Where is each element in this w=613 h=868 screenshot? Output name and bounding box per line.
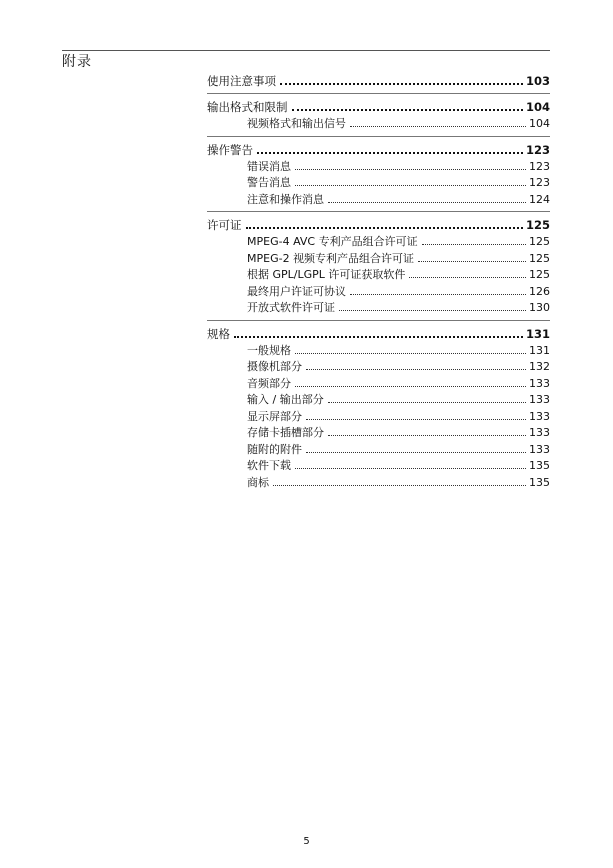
toc-entry-page: 104	[525, 100, 550, 114]
toc-sub-entry[interactable]	[207, 234, 550, 251]
toc-entry-page: 131	[525, 326, 550, 341]
toc-entry-label: 最终用户许证可协议	[247, 284, 346, 298]
toc-sub-entry[interactable]	[207, 267, 550, 284]
toc-sub-entry[interactable]	[207, 284, 550, 301]
toc-entry-page: 131	[529, 343, 550, 357]
dot-leader	[257, 151, 523, 154]
dot-leader	[350, 125, 526, 127]
toc-heading-entry[interactable]	[207, 216, 550, 234]
toc-entry-label: 使用注意事项	[207, 74, 276, 88]
top-rule	[62, 50, 550, 51]
toc-sub-entry[interactable]	[207, 442, 550, 459]
toc-entry-label: 输出格式和限制	[207, 100, 288, 114]
toc-entry-label: 开放式软件许可证	[247, 301, 335, 314]
toc-entry-page: 125	[529, 251, 550, 265]
dot-leader	[328, 401, 526, 403]
toc-entry-label: MPEG-4 AVC 专利产品组合许可证	[247, 235, 418, 248]
toc-entry-page: 125	[529, 268, 550, 281]
toc-entry-label: 摄像机部分	[247, 360, 302, 373]
toc-group	[207, 72, 550, 94]
table-of-contents	[207, 72, 550, 498]
dot-leader	[295, 184, 526, 186]
toc-entry-label: 显示屏部分	[247, 409, 302, 423]
toc-entry-label: 商标	[247, 475, 269, 489]
toc-sub-entry[interactable]	[207, 458, 550, 475]
toc-entry-page: 133	[529, 393, 550, 406]
toc-sub-entry[interactable]	[207, 175, 550, 192]
toc-entry-label: 许可证	[207, 218, 242, 232]
toc-sub-entry[interactable]	[207, 359, 550, 376]
dot-leader	[350, 293, 526, 295]
toc-group	[207, 216, 550, 321]
toc-entry-page: 103	[525, 74, 550, 88]
toc-entry-page: 123	[529, 159, 550, 173]
toc-entry-page: 130	[529, 301, 550, 314]
toc-sub-entry[interactable]	[207, 409, 550, 426]
dot-leader	[306, 451, 526, 453]
toc-heading-entry[interactable]	[207, 141, 550, 159]
section-title: 附录	[62, 54, 92, 70]
dot-leader	[295, 168, 526, 170]
toc-entry-label: 一般规格	[247, 343, 291, 357]
toc-entry-page: 133	[529, 409, 550, 423]
dot-leader	[339, 309, 526, 311]
toc-entry-label: MPEG-2 视频专利产品组合许可证	[247, 251, 415, 265]
toc-entry-label: 视频格式和输出信号	[247, 117, 346, 130]
toc-entry-page: 104	[529, 117, 550, 130]
toc-entry-page: 132	[529, 360, 550, 373]
dot-leader	[422, 243, 526, 245]
toc-sub-entry[interactable]	[207, 116, 550, 133]
toc-sub-entry[interactable]	[207, 475, 550, 492]
dot-leader	[280, 82, 523, 85]
toc-sub-entry[interactable]	[207, 392, 550, 409]
toc-sub-entry[interactable]	[207, 343, 550, 360]
dot-leader	[273, 484, 526, 486]
dot-leader	[292, 108, 523, 111]
toc-entry-label: 输入 / 输出部分	[247, 393, 324, 406]
toc-entry-label: 软件下载	[247, 459, 291, 472]
toc-entry-page: 126	[529, 284, 550, 298]
toc-entry-label: 根据 GPL/LGPL 许可证获取软件	[247, 268, 406, 281]
toc-sub-entry[interactable]	[207, 192, 550, 209]
dot-leader	[328, 201, 526, 203]
toc-entry-label: 错误消息	[247, 159, 291, 173]
toc-sub-entry[interactable]	[207, 251, 550, 268]
toc-entry-page: 135	[529, 475, 550, 489]
toc-entry-page: 133	[529, 376, 550, 390]
dot-leader	[409, 276, 526, 278]
toc-sub-entry[interactable]	[207, 159, 550, 176]
toc-entry-page: 124	[529, 192, 550, 206]
toc-group	[207, 98, 550, 137]
dot-leader	[306, 368, 526, 370]
toc-entry-label: 随附的附件	[247, 442, 302, 456]
dot-leader	[234, 335, 523, 338]
toc-group	[207, 325, 550, 495]
toc-entry-label: 注意和操作消息	[247, 192, 324, 206]
page-number: 5	[303, 836, 310, 847]
toc-entry-page: 133	[529, 442, 550, 456]
toc-group	[207, 141, 550, 213]
toc-sub-entry[interactable]	[207, 425, 550, 442]
toc-entry-page: 135	[529, 459, 550, 472]
toc-entry-page: 125	[529, 235, 550, 248]
dot-leader	[295, 467, 526, 469]
dot-leader	[295, 385, 526, 387]
dot-leader	[306, 418, 526, 420]
toc-entry-label: 操作警告	[207, 142, 253, 157]
dot-leader	[246, 226, 523, 229]
toc-heading-entry[interactable]	[207, 72, 550, 90]
toc-entry-page: 123	[529, 176, 550, 189]
toc-entry-page: 123	[525, 142, 550, 157]
dot-leader	[328, 434, 526, 436]
toc-entry-label: 存储卡插槽部分	[247, 426, 324, 439]
dot-leader	[295, 352, 526, 354]
toc-sub-entry[interactable]	[207, 300, 550, 317]
toc-entry-label: 警告消息	[247, 176, 291, 189]
toc-heading-entry[interactable]	[207, 325, 550, 343]
toc-sub-entry[interactable]	[207, 376, 550, 393]
toc-entry-page: 125	[525, 218, 550, 232]
toc-entry-label: 音频部分	[247, 376, 291, 390]
toc-entry-label: 规格	[207, 326, 230, 341]
toc-heading-entry[interactable]	[207, 98, 550, 116]
toc-entry-page: 133	[529, 426, 550, 439]
dot-leader	[418, 260, 526, 262]
